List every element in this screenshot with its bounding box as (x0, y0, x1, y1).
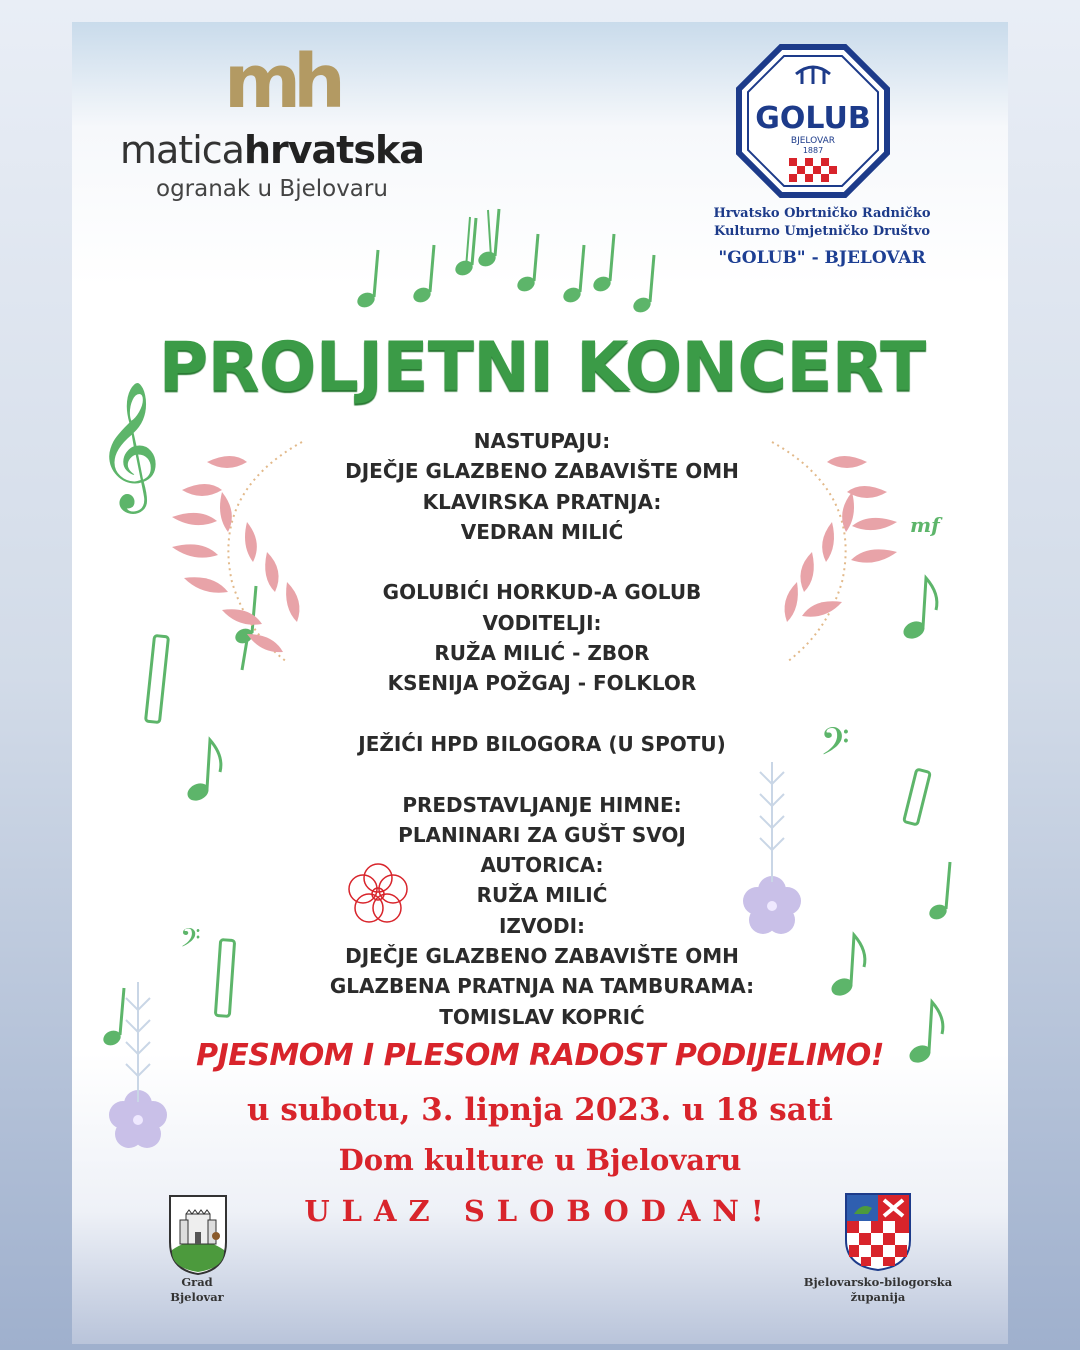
music-note-icon (901, 578, 937, 642)
matica-branch: ogranak u Bjelovaru (156, 176, 388, 202)
program-line: KSENIJA POŽGAJ - FOLKLOR (387, 671, 697, 696)
svg-text:𝄢: 𝄢 (820, 719, 850, 773)
program-line: GLAZBENA PRATNJA NA TAMBURAMA: (329, 974, 755, 999)
music-note-icon (631, 255, 654, 315)
program-line: PLANINARI ZA GUŠT SVOJ (398, 822, 686, 847)
svg-text:𝄞: 𝄞 (96, 380, 162, 508)
svg-text:GOLUB: GOLUB (755, 101, 871, 136)
music-note-icon (453, 218, 476, 278)
svg-text:mf: mf (910, 513, 940, 537)
slogan: PJESMOM I PLESOM RADOST PODIJELIMO! (196, 1038, 884, 1073)
music-note-icon (591, 234, 614, 294)
music-note-icon (829, 935, 865, 999)
free-entry: ULAZ SLOBODAN! (304, 1194, 776, 1228)
program-line: DJEČJE GLAZBENO ZABAVIŠTE OMH (345, 944, 739, 969)
program-line: JEŽIĆI HPD BILOGORA (U SPOTU) (358, 731, 726, 756)
music-note-icon (927, 862, 950, 922)
county-crest-icon (844, 1192, 912, 1272)
program-line: VODITELJI: (482, 610, 602, 635)
music-note-icon (233, 586, 256, 646)
program-line: NASTUPAJU: (473, 429, 611, 453)
program-line: TOMISLAV KOPRIĆ (439, 1004, 645, 1029)
event-date: u subotu, 3. lipnja 2023. u 18 sati (247, 1092, 833, 1128)
program-line: RUŽA MILIĆ - ZBOR (434, 641, 650, 666)
county-caption: Bjelovarsko-bilogorska županija (803, 1275, 953, 1304)
concert-poster (72, 22, 1008, 1344)
program-line: PREDSTAVLJANJE HIMNE: (402, 792, 682, 817)
golub-caption: Hrvatsko Obrtničko Radničko Kulturno Umjetničko Društvo "GOLUB" - BJELOVAR (713, 206, 931, 268)
svg-text:𝄢: 𝄢 (180, 922, 201, 960)
music-note-icon (411, 245, 434, 305)
program-line: RUŽA MILIĆ (476, 883, 608, 908)
program-list (292, 426, 792, 1032)
program-line: KLAVIRSKA PRATNJA: (422, 489, 662, 514)
program-line (292, 699, 792, 729)
leaf-ornament-left (172, 442, 302, 662)
svg-text:BJELOVAR: BJELOVAR (790, 136, 836, 146)
program-line (292, 759, 792, 789)
music-note-icon (515, 234, 538, 294)
music-note-icon (476, 209, 499, 269)
program-line: GOLUBIĆI HORKUD-A GOLUB (382, 580, 702, 605)
grad-bjelovar-crest-icon (166, 1192, 230, 1276)
music-note-icon (185, 740, 221, 804)
program-line: VEDRAN MILIĆ (460, 519, 624, 544)
music-note-icon (355, 250, 378, 310)
svg-text:1887: 1887 (802, 146, 824, 155)
music-note-icon (561, 245, 584, 305)
music-note-icon (101, 988, 124, 1048)
grad-bjelovar-caption: Grad Bjelovar (170, 1275, 224, 1304)
program-line: AUTORICA: (480, 853, 604, 878)
program-line: DJEČJE GLAZBENO ZABAVIŠTE OMH (345, 459, 739, 484)
matica-hrvatska-logo: mh (224, 39, 338, 125)
program-line: IZVODI: (498, 913, 586, 938)
poster-title: PROLJETNI KONCERT (158, 328, 926, 407)
golub-logo (736, 44, 890, 198)
matica-hrvatska-name: maticahrvatska (120, 128, 424, 172)
event-venue: Dom kulture u Bjelovaru (338, 1143, 742, 1177)
program-line (292, 547, 792, 577)
